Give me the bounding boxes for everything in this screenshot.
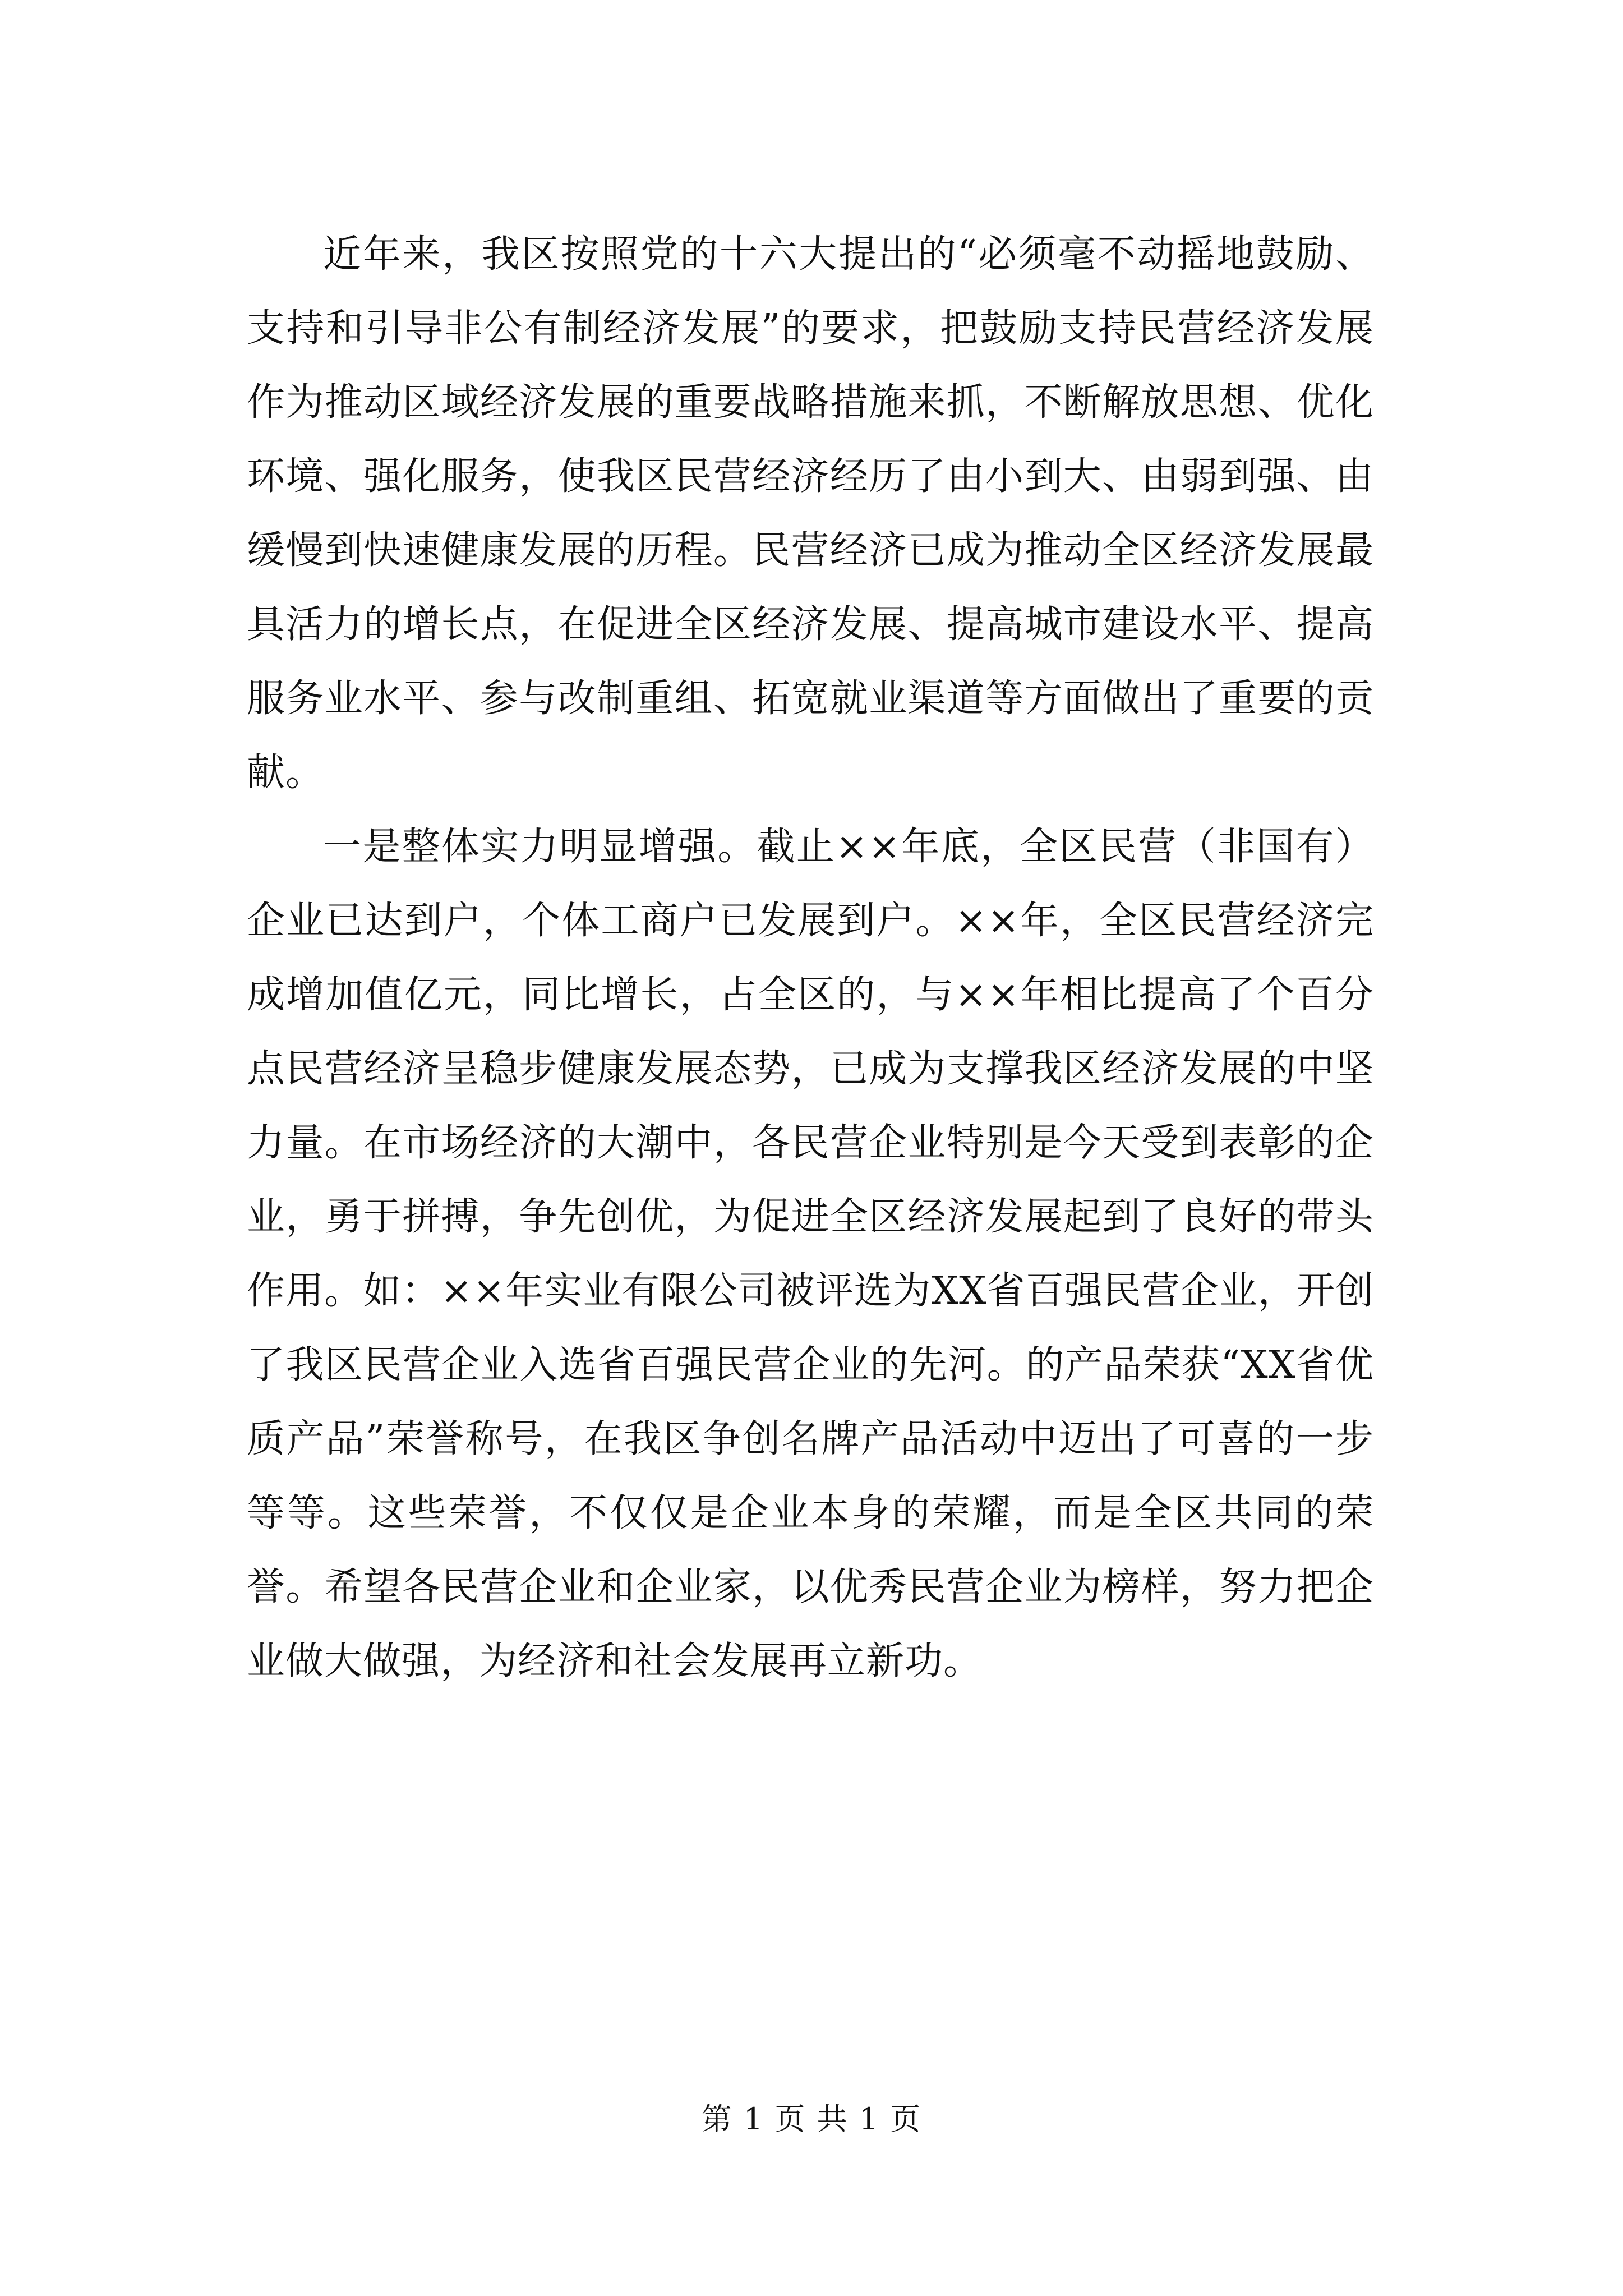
paragraph-intro: 近年来，我区按照党的十六大提出的“必须毫不动摇地鼓励、支持和引导非公有制经济发展”的要求，把鼓励支持民营经济发展作为推动区域经济发展的重要战略措施来抓，不断解放思想、优化环境、强化服务，使我区民营经济经历了由小到大、由弱到强、由缓慢到快速健康发展的历程。民营经济已成为推动全区经济发展最具活力的增长点，在促进全区经济发展、提高城市建设水平、提高服务业水平、参与改制重组、拓宽就业渠道等方面做出了重要的贡献。 (247, 232, 1374, 795)
page-footer: 第 1 页 共 1 页 (701, 2101, 922, 2137)
document-body (247, 218, 1374, 1699)
paragraph-overall-strength: 一是整体实力明显增强。截止××年底，全区民营（非国有）企业已达到户，个体工商户已发展到户。××年，全区民营经济完成增加值亿元，同比增长，占全区的，与××年相比提高了个百分点民营经济呈稳步健康发展态势，已成为支撑我区经济发展的中坚力量。在市场经济的大潮中，各民营企业特别是今天受到表彰的企业，勇于拼搏，争先创优，为促进全区经济发展起到了良好的带头作用。如：××年实业有限公司被评选为XX省百强民营企业，开创了我区民营企业入选省百强民营企业的先河。的产品荣获“XX省优质产品”荣誉称号，在我区争创名牌产品活动中迈出了可喜的一步等等。这些荣誉，不仅仅是企业本身的荣耀，而是全区共同的荣誉。希望各民营企业和企业家，以优秀民营企业为榜样，努力把企业做大做强，为经济和社会发展再立新功。 (247, 825, 1374, 1683)
